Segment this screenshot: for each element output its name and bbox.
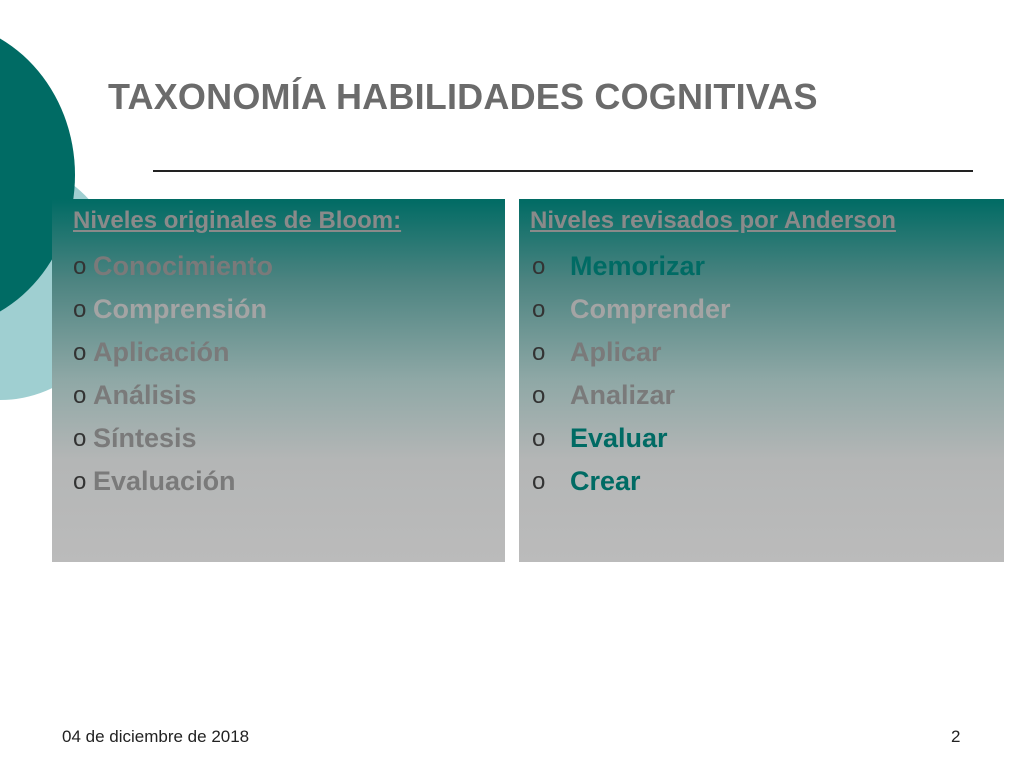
bullet-icon: o: [73, 424, 87, 452]
panel-anderson-revised: [519, 199, 1004, 562]
bullet-icon: o: [73, 467, 87, 495]
panel-bloom-original: [52, 199, 505, 562]
list-item: [73, 331, 273, 374]
list-item-label: Comprensión: [93, 294, 268, 324]
bullet-icon: o: [73, 252, 87, 280]
list-item: [532, 245, 731, 288]
list-item: [532, 374, 731, 417]
list-item: [532, 288, 731, 331]
bullet-icon: o: [532, 295, 546, 323]
list-item: [73, 374, 273, 417]
slide-title: TAXONOMÍA HABILIDADES COGNITIVAS: [108, 76, 818, 117]
list-item-label: Síntesis: [93, 423, 197, 453]
list-item-label: Aplicar: [570, 337, 662, 367]
list-item-label: Aplicación: [93, 337, 230, 367]
bloom-levels-list: [73, 245, 273, 503]
bullet-icon: o: [532, 252, 546, 280]
list-item: [532, 331, 731, 374]
bullet-icon: o: [532, 467, 546, 495]
anderson-levels-list: [532, 245, 731, 503]
list-item-label: Conocimiento: [93, 251, 273, 281]
list-item: [73, 460, 273, 503]
bullet-icon: o: [532, 338, 546, 366]
list-item: [73, 288, 273, 331]
bullet-icon: o: [532, 424, 546, 452]
list-item-label: Analizar: [570, 380, 676, 410]
list-item-label: Memorizar: [570, 251, 706, 281]
bullet-icon: o: [532, 381, 546, 409]
page-number: 2: [951, 727, 961, 746]
list-item: [73, 417, 273, 460]
list-item-label: Evaluar: [570, 423, 668, 453]
list-item-label: Análisis: [93, 380, 197, 410]
list-item: [532, 460, 731, 503]
bullet-icon: o: [73, 295, 87, 323]
list-item-label: Evaluación: [93, 466, 236, 496]
panel-heading-bloom: Niveles originales de Bloom:: [73, 207, 402, 234]
bullet-icon: o: [73, 338, 87, 366]
list-item-label: Comprender: [570, 294, 731, 324]
panel-heading-anderson: Niveles revisados por Anderson: [530, 207, 896, 234]
bullet-icon: o: [73, 381, 87, 409]
list-item-label: Crear: [570, 466, 641, 496]
title-divider: [153, 170, 973, 172]
list-item: [73, 245, 273, 288]
list-item: [532, 417, 731, 460]
footer-date: 04 de diciembre de 2018: [62, 727, 250, 746]
